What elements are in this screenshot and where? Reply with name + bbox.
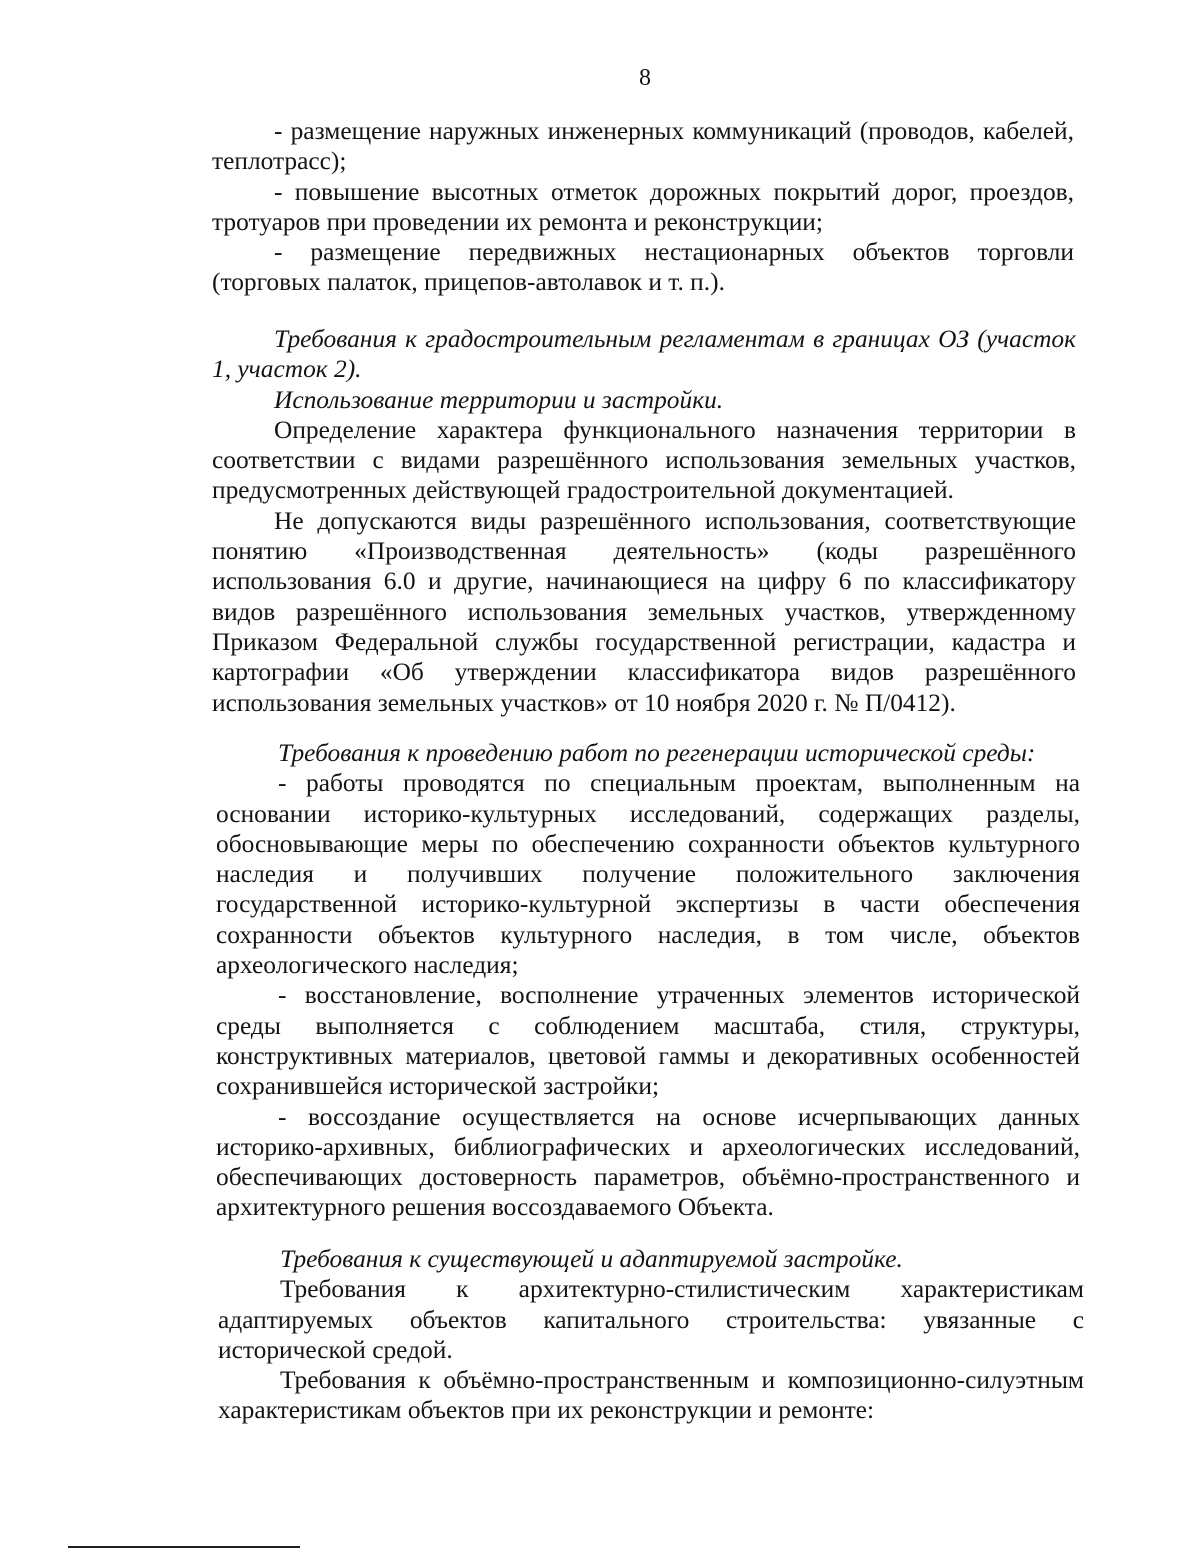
list-item: - работы проводятся по специальным проектам, выполненным на основании историко-культурных исследований, содержащих разделы, обосновывающие меры по обеспечению сохранности объектов культурного наследия и получивших получение положительного заключения государственной историко-культурной экспертизы в части обеспечения сохранности объектов культурного наследия, в том числе, объектов археологического наследия; <box>216 769 1080 980</box>
list-item: - воссоздание осуществляется на основе исчерпывающих данных историко-архивных, библиографических и археологических исследований, обеспечивающих достоверность параметров, объёмно-пространственного и архитектурного решения воссоздаваемого Объекта. <box>216 1102 1080 1222</box>
list-item: - повышение высотных отметок дорожных покрытий дорог, проездов, тротуаров при проведении их ремонта и реконструкции; <box>212 177 1074 236</box>
zoning-requirements-section <box>212 324 1076 718</box>
list-item: - размещение передвижных нестационарных объектов торговли (торговых палаток, прицепов-автолавок и т. п.). <box>212 238 1074 297</box>
section-heading: Требования к существующей и адаптируемой застройке. <box>280 1245 903 1273</box>
restrictions-list <box>212 116 1074 298</box>
regeneration-requirements-section <box>216 738 1080 1223</box>
paragraph: Не допускаются виды разрешённого использования, соответствующие понятию «Производственная деятельность» (коды разрешённого использования 6.0 и другие, начинающиеся на цифру 6 по классификатору видов разрешённого использования земельных участков, утвержденному Приказом Федеральной службы государственной регистрации, кадастра и картографии «Об утверждении классификатора видов разрешённого использования земельных участков» от 10 ноября 2020 г. № П/0412). <box>212 506 1076 717</box>
paragraph: Требования к архитектурно-стилистическим характеристикам адаптируемых объектов капитального строительства: увязанные с исторической средой. <box>218 1275 1084 1364</box>
paragraph: Определение характера функционального назначения территории в соответствии с видами разрешённого использования земельных участков, предусмотренных действующей градостроительной документацией. <box>212 415 1076 505</box>
section-heading: Требования к градостроительным регламентам в границах ОЗ (участок 1, участок 2). <box>212 325 1076 384</box>
footnote-divider <box>68 1546 300 1548</box>
paragraph: Требования к объёмно-пространственным и композиционно-силуэтным характеристикам объектов при их реконструкции и ремонте: <box>218 1366 1084 1425</box>
existing-buildings-section <box>218 1244 1084 1426</box>
list-item: - восстановление, восполнение утраченных элементов исторической среды выполняется с соблюдением масштаба, стиля, структуры, конструктивных материалов, цветовой гаммы и декоративных особенностей сохранившейся исторической застройки; <box>216 981 1080 1101</box>
page-number: 8 <box>639 65 651 91</box>
list-item: - размещение наружных инженерных коммуникаций (проводов, кабелей, теплотрасс); <box>212 117 1074 176</box>
section-subheading: Использование территории и застройки. <box>274 385 724 414</box>
section-heading: Требования к проведению работ по регенерации исторической среды: <box>278 739 1036 767</box>
